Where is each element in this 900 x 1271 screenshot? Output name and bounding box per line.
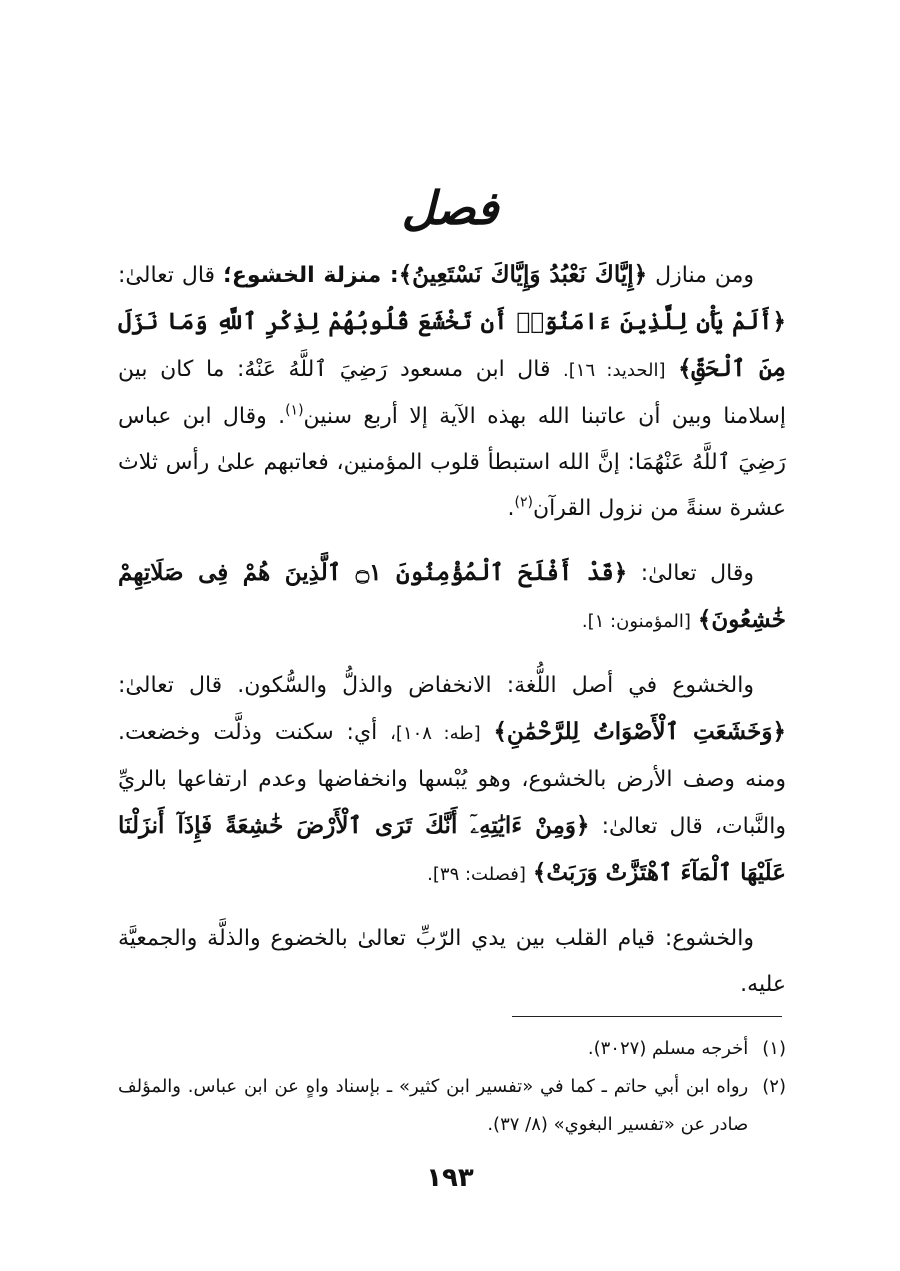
footnote-marker-2: (٢) <box>514 494 533 511</box>
footnote-text: رواه ابن أبي حاتم ـ كما في «تفسير ابن كثير» ـ بإسناد واهٍ عن ابن عباس. والمؤلف صادر عن «تفسير البغوي» (٨/ ٣٧). <box>118 1076 749 1135</box>
p1-rest-b: . وقال ابن عباس رَضِيَ ٱللَّهُ عَنْهُمَا: إنَّ الله استبطأ قلوب المؤمنين، فعاتبهم علىٰ رأس ثلاث عشرة سنةً من نزول القرآن <box>118 404 786 521</box>
quran-verse-fatiha: ﴿إِيَّاكَ نَعْبُدُ وَإِيَّاكَ نَسْتَعِينُ﴾ <box>398 261 648 288</box>
paragraph-1 <box>118 252 786 532</box>
p1-rest-a: قال ابن مسعود رَضِيَ ٱللَّهُ عَنْهُ: ما كان بين إسلامنا وبين أن عاتبنا الله بهذه الآية إلا أربع سنين <box>118 357 786 429</box>
p2-verse-reference: [المؤمنون: ١]. <box>581 611 691 632</box>
footnote-marker-1: (١) <box>285 402 304 419</box>
p1-verse-reference: [الحديد: ١٦]. <box>563 360 666 381</box>
p3-text-b: أي: سكنت وذلَّت وخضعت. ومنه وصف الأرض بالخشوع، وهو يُبْسها وانخفاضها وعدم ارتفاعها بالريِّ والنَّبات، قال تعالىٰ: <box>118 720 786 839</box>
p2-said: وقال تعالىٰ: <box>640 561 754 586</box>
footnote-separator <box>512 1016 782 1017</box>
main-text <box>118 252 786 1026</box>
footnote-number: (١) <box>762 1038 786 1059</box>
footnote-2 <box>118 1068 786 1144</box>
quran-verse-taha: ﴿وَخَشَعَتِ ٱلْأَصْوَاتُ لِلرَّحْمَٰنِ﴾ <box>493 718 786 745</box>
quran-verse-hadid: ﴿أَلَمْ يَأْنِ لِلَّذِينَ ءَامَنُوٓا۟ أَن تَخْشَعَ قُلُوبُهُمْ لِذِكْرِ ٱللَّهِ وَمَا نَزَلَ مِنَ ٱلْحَقِّ﴾ <box>118 308 786 382</box>
p1-station: : منزلة الخشوع؛ <box>223 263 399 288</box>
p1-intro: ومن منازل <box>655 263 755 288</box>
paragraph-4 <box>118 916 786 1008</box>
footnote-number: (٢) <box>762 1076 786 1097</box>
quran-verse-fussilat: ﴿وَمِنْ ءَايَٰتِهِۦٓ أَنَّكَ تَرَى ٱلْأَرْضَ خَٰشِعَةً فَإِذَآ أَنزَلْنَا عَلَيْهَا ٱلْمَآءَ ٱهْتَزَّتْ وَرَبَتْ﴾ <box>118 812 786 886</box>
footnote-1 <box>118 1030 786 1068</box>
paragraph-3 <box>118 663 786 898</box>
p3-text-a: والخشوع في أصل اللُّغة: الانخفاض والذلُّ والسُّكون. قال تعالىٰ: <box>118 673 754 698</box>
section-heading: فصل <box>401 181 499 235</box>
p1-end: . <box>507 496 515 521</box>
p3-verse-reference-2: [فصلت: ٣٩]. <box>427 864 526 885</box>
quran-verse-muminun: ﴿قَدْ أَفْلَحَ ٱلْمُؤْمِنُونَ ۝١ ٱلَّذِينَ هُمْ فِى صَلَاتِهِمْ خَٰشِعُونَ﴾ <box>118 559 786 633</box>
p3-verse-reference-1: [طه: ١٠٨]، <box>390 723 481 744</box>
page-number: ١٩٣ <box>426 1163 474 1193</box>
p1-said: قال تعالىٰ: <box>118 263 216 288</box>
paragraph-2 <box>118 550 786 645</box>
footnotes <box>118 1030 786 1144</box>
p4-text: والخشوع: قيام القلب بين يدي الرّبِّ تعالىٰ بالخضوع والذلَّة والجمعيَّة عليه. <box>118 926 786 997</box>
footnote-text: أخرجه مسلم (٣٠٢٧). <box>587 1038 749 1059</box>
